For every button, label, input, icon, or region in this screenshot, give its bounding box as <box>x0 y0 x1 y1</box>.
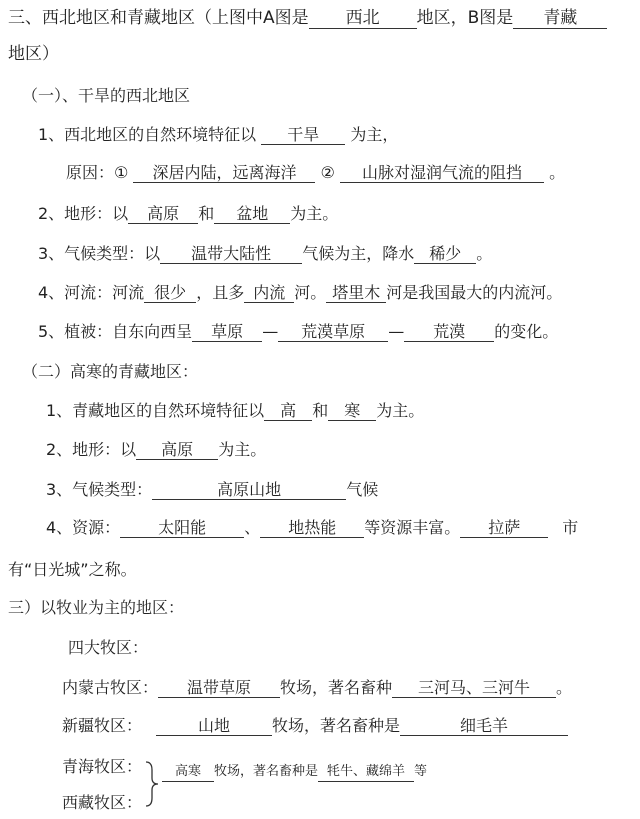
heading-text: 三）以牧业为主的地区： <box>8 598 185 617</box>
answer-blank: 内流 <box>244 283 294 303</box>
part1-q5 <box>38 322 558 342</box>
answer-blank: 拉萨 <box>460 518 548 538</box>
answer-blank: 山地 <box>156 716 272 736</box>
answer-blank: 深居内陆，远离海洋 <box>133 163 315 183</box>
section3-title-text: 地区） <box>8 44 59 64</box>
right-brace-icon <box>144 760 160 808</box>
region-label: 新疆牧区： <box>62 716 143 735</box>
section3-title-text: 三、西北地区和青藏地区（上图中A图是 <box>8 8 309 28</box>
question-text: 牧场，著名畜种是 <box>272 716 401 735</box>
question-text: 4、资源： <box>46 518 121 537</box>
question-text: 5、植被：自东向西呈 <box>38 322 193 341</box>
part2-heading <box>22 362 198 382</box>
answer-blank: 高原 <box>136 440 218 460</box>
question-text: 和 <box>312 401 329 420</box>
question-text: 1、青藏地区的自然环境特征以 <box>46 401 265 420</box>
part2-q3 <box>46 480 378 500</box>
question-text: 气候为主，降水 <box>302 244 415 263</box>
answer-blank: 细毛羊 <box>400 716 568 736</box>
part3-qh-label <box>62 757 142 777</box>
part3-heading <box>8 598 184 618</box>
question-text: 河。 <box>294 283 327 302</box>
part1-q1 <box>38 125 398 145</box>
question-text: 3、气候类型：以 <box>38 244 161 263</box>
question-text: 和 <box>198 204 215 223</box>
question-text: 2、地形：以 <box>46 440 137 459</box>
reason-label: ② <box>320 163 335 182</box>
section3-title-text: 地区，B图是 <box>416 8 514 28</box>
region-label: 青海牧区： <box>62 757 143 776</box>
section3-title-line <box>8 8 607 29</box>
part1-q4 <box>38 283 562 303</box>
answer-blank: 三河马、三河牛 <box>392 678 556 698</box>
part2-q4-line2 <box>8 560 137 580</box>
section3-title-line2 <box>8 44 59 64</box>
part1-reason <box>66 163 565 183</box>
answer-blank: 盆地 <box>214 204 290 224</box>
answer-blank: 温带大陆性 <box>160 244 302 264</box>
answer-blank: 干旱 <box>261 125 345 145</box>
answer-blank: 荒漠 <box>404 322 494 342</box>
answer-blank: 塔里木 <box>326 283 386 303</box>
answer-blank: 寒 <box>328 401 376 421</box>
heading-text: 四大牧区： <box>68 638 149 657</box>
part3-xz-label <box>62 793 142 813</box>
part1-q2 <box>38 204 338 224</box>
part3-qh-xz <box>162 762 427 782</box>
answer-blank: 牦牛、藏绵羊 <box>318 762 414 782</box>
answer-blank: 山脉对湿润气流的阻挡 <box>340 163 544 183</box>
answer-blank: 西北 <box>309 9 417 29</box>
answer-blank: 草原 <box>192 322 262 342</box>
part2-q4 <box>46 518 578 538</box>
question-text: 的变化。 <box>494 322 559 341</box>
question-text: 为主， <box>350 125 399 144</box>
part2-q1 <box>46 401 424 421</box>
answer-blank: 高原山地 <box>152 480 346 500</box>
question-text: 3、气候类型： <box>46 480 153 499</box>
part2-q2 <box>46 440 266 460</box>
question-text: 市 <box>562 518 579 537</box>
heading-text: （二）高寒的青藏地区： <box>22 362 199 381</box>
question-text: 4、河流：河流 <box>38 283 145 302</box>
region-label: 西藏牧区： <box>62 793 143 812</box>
question-text: 为主。 <box>376 401 425 420</box>
question-text: 、 <box>244 518 261 537</box>
answer-blank: 地热能 <box>260 518 364 538</box>
reason-label: 原因：① <box>66 163 129 182</box>
question-text: 气候 <box>346 480 379 499</box>
question-text: 牧场，著名畜种是 <box>214 764 319 779</box>
question-text: 为主。 <box>290 204 339 223</box>
answer-blank: 温带草原 <box>158 678 280 698</box>
question-text: 2、地形：以 <box>38 204 129 223</box>
question-text: 等 <box>414 764 428 779</box>
heading-text: （一）、干旱的西北地区 <box>22 86 191 105</box>
answer-blank: 高 <box>264 401 312 421</box>
part1-q3 <box>38 244 492 264</box>
answer-blank: 稀少 <box>414 244 476 264</box>
question-text: 为主。 <box>218 440 267 459</box>
answer-blank: 高原 <box>128 204 198 224</box>
answer-blank: 高寒 <box>162 762 214 782</box>
question-text: 。 <box>549 163 566 182</box>
answer-blank: 荒漠草原 <box>278 322 388 342</box>
part3-sub <box>68 638 148 658</box>
answer-blank: 太阳能 <box>120 518 244 538</box>
answer-blank: 青藏 <box>513 9 607 29</box>
question-text: 1、西北地区的自然环境特征以 <box>38 125 257 144</box>
part1-heading <box>22 86 190 106</box>
question-text: 有“日光城”之称。 <box>8 560 137 579</box>
question-text: — <box>262 322 279 341</box>
question-text: 。 <box>556 678 573 697</box>
part3-nmg <box>62 678 572 698</box>
question-text: 河是我国最大的内流河。 <box>386 283 563 302</box>
question-text: ，且多 <box>196 283 245 302</box>
question-text: — <box>388 322 405 341</box>
answer-blank: 很少 <box>144 283 196 303</box>
question-text: 等资源丰富。 <box>364 518 461 537</box>
question-text: 。 <box>476 244 493 263</box>
region-label: 内蒙古牧区： <box>62 678 159 697</box>
part3-xj <box>62 716 568 736</box>
question-text: 牧场，著名畜种 <box>280 678 393 697</box>
